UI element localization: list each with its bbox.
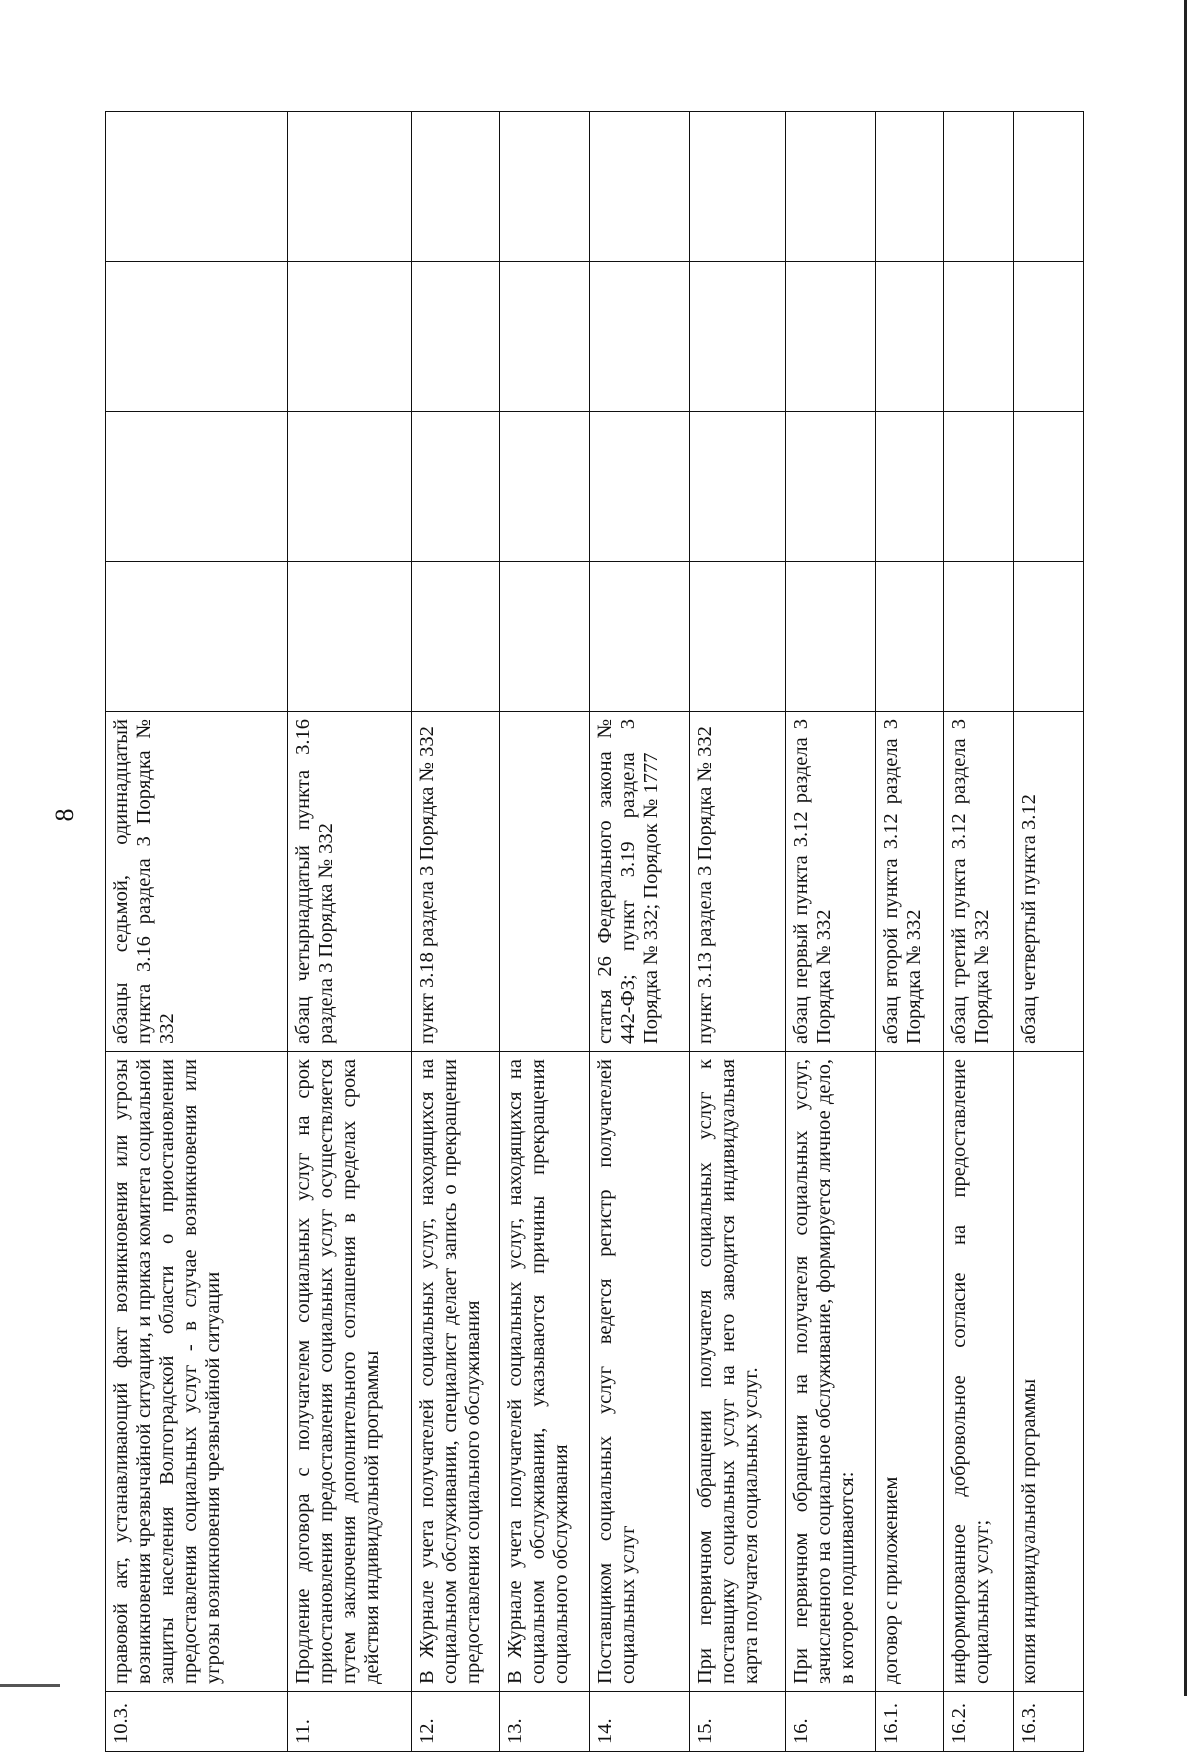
table-row — [500, 112, 590, 1752]
table-row — [288, 112, 412, 1752]
rotated-table-wrapper — [105, 112, 1115, 1752]
table-row — [590, 112, 690, 1752]
requirement-cell: В Журнале учета получателей социальных услуг, находящихся на социальном обслуживании, указываются причины прекращения социального обслуживания — [500, 1052, 590, 1692]
table-row — [786, 112, 876, 1752]
legal-reference-cell: абзац третий пункта 3.12 раздела 3 Порядка № 332 — [944, 712, 1014, 1052]
table-row — [876, 112, 944, 1752]
blank-answer-cell — [590, 112, 690, 262]
blank-answer-cell — [944, 262, 1014, 412]
blank-answer-cell — [288, 412, 412, 562]
blank-answer-cell — [876, 412, 944, 562]
table-row — [1014, 112, 1084, 1752]
blank-answer-cell — [690, 262, 786, 412]
requirement-cell: договор с приложением — [876, 1052, 944, 1692]
blank-answer-cell — [590, 562, 690, 712]
blank-answer-cell — [106, 112, 288, 262]
requirement-cell: Поставщиком социальных услуг ведется регистр получателей социальных услуг — [590, 1052, 690, 1692]
blank-answer-cell — [1014, 112, 1084, 262]
row-number-cell: 14. — [590, 1692, 690, 1752]
blank-answer-cell — [412, 112, 500, 262]
row-number-cell: 12. — [412, 1692, 500, 1752]
row-number-cell: 11. — [288, 1692, 412, 1752]
page-number: 8 — [50, 808, 79, 822]
legal-reference-cell: абзац второй пункта 3.12 раздела 3 Порядка № 332 — [876, 712, 944, 1052]
blank-answer-cell — [590, 262, 690, 412]
blank-answer-cell — [944, 412, 1014, 562]
row-number-cell: 16.2. — [944, 1692, 1014, 1752]
legal-reference-cell: статья 26 Федерального закона № 442-ФЗ; пункт 3.19 раздела 3 Порядка № 332; Порядок № 1777 — [590, 712, 690, 1052]
table-row — [412, 112, 500, 1752]
legal-reference-cell: абзац четырнадцатый пункта 3.16 раздела 3 Порядка № 332 — [288, 712, 412, 1052]
blank-answer-cell — [106, 562, 288, 712]
legal-reference-cell: абзацы седьмой, одиннадцатый пункта 3.16 раздела 3 Порядка № 332 — [106, 712, 288, 1052]
blank-answer-cell — [876, 262, 944, 412]
blank-answer-cell — [288, 262, 412, 412]
blank-answer-cell — [690, 562, 786, 712]
blank-answer-cell — [944, 562, 1014, 712]
blank-answer-cell — [786, 412, 876, 562]
requirement-cell: В Журнале учета получателей социальных услуг, находящихся на социальном обслуживании, специалист делает запись о прекращении предоставления социального обслуживания — [412, 1052, 500, 1692]
requirement-cell: Продление договора с получателем социальных услуг на срок приостановления предоставления социальных услуг осуществляется путем заключения дополнительного соглашения в пределах срока действия индивидуальной программы — [288, 1052, 412, 1692]
checklist-table — [105, 111, 1084, 1752]
row-number-cell: 10.3. — [106, 1692, 288, 1752]
requirement-cell: информированное добровольное согласие на предоставление социальных услуг; — [944, 1052, 1014, 1692]
blank-answer-cell — [1014, 562, 1084, 712]
blank-answer-cell — [944, 112, 1014, 262]
row-number-cell: 16.3. — [1014, 1692, 1084, 1752]
legal-reference-cell: пункт 3.13 раздела 3 Порядка № 332 — [690, 712, 786, 1052]
blank-answer-cell — [786, 262, 876, 412]
blank-answer-cell — [288, 112, 412, 262]
blank-answer-cell — [106, 262, 288, 412]
page-edge-line — [1184, 0, 1187, 1696]
blank-answer-cell — [288, 562, 412, 712]
blank-answer-cell — [412, 562, 500, 712]
row-number-cell: 13. — [500, 1692, 590, 1752]
table-row — [690, 112, 786, 1752]
blank-answer-cell — [1014, 412, 1084, 562]
requirement-cell: При первичном обращении на получателя социальных услуг, зачисленного на социальное обслуживание, формируется личное дело, в которое подшиваются: — [786, 1052, 876, 1692]
blank-answer-cell — [690, 412, 786, 562]
blank-answer-cell — [500, 262, 590, 412]
legal-reference-cell: пункт 3.18 раздела 3 Порядка № 332 — [412, 712, 500, 1052]
blank-answer-cell — [876, 562, 944, 712]
legal-reference-cell: абзац первый пункта 3.12 раздела 3 Порядка № 332 — [786, 712, 876, 1052]
table-body — [106, 112, 1084, 1752]
blank-answer-cell — [412, 262, 500, 412]
blank-answer-cell — [876, 112, 944, 262]
blank-answer-cell — [786, 112, 876, 262]
blank-answer-cell — [106, 412, 288, 562]
blank-answer-cell — [500, 412, 590, 562]
blank-answer-cell — [500, 112, 590, 262]
row-number-cell: 16. — [786, 1692, 876, 1752]
requirement-cell: правовой акт, устанавливающий факт возникновения или угрозы возникновения чрезвычайной ситуации, и приказ комитета социальной защиты населения Волгоградской области о приостановлении предоставления социальных услуг - в случае возникновения или угрозы возникновения чрезвычайной ситуации — [106, 1052, 288, 1692]
legal-reference-cell — [500, 712, 590, 1052]
blank-answer-cell — [500, 562, 590, 712]
legal-reference-cell: абзац четвертый пункта 3.12 — [1014, 712, 1084, 1052]
requirement-cell: При первичном обращении получателя социальных услуг к поставщику социальных услуг на него заводится индивидуальная карта получателя социальных услуг. — [690, 1052, 786, 1692]
blank-answer-cell — [590, 412, 690, 562]
table-row — [106, 112, 288, 1752]
blank-answer-cell — [1014, 262, 1084, 412]
blank-answer-cell — [786, 562, 876, 712]
row-number-cell: 15. — [690, 1692, 786, 1752]
table-row — [944, 112, 1014, 1752]
row-number-cell: 16.1. — [876, 1692, 944, 1752]
blank-answer-cell — [690, 112, 786, 262]
blank-answer-cell — [412, 412, 500, 562]
requirement-cell: копия индивидуальной программы — [1014, 1052, 1084, 1692]
scan-edge-mark — [0, 1684, 60, 1687]
